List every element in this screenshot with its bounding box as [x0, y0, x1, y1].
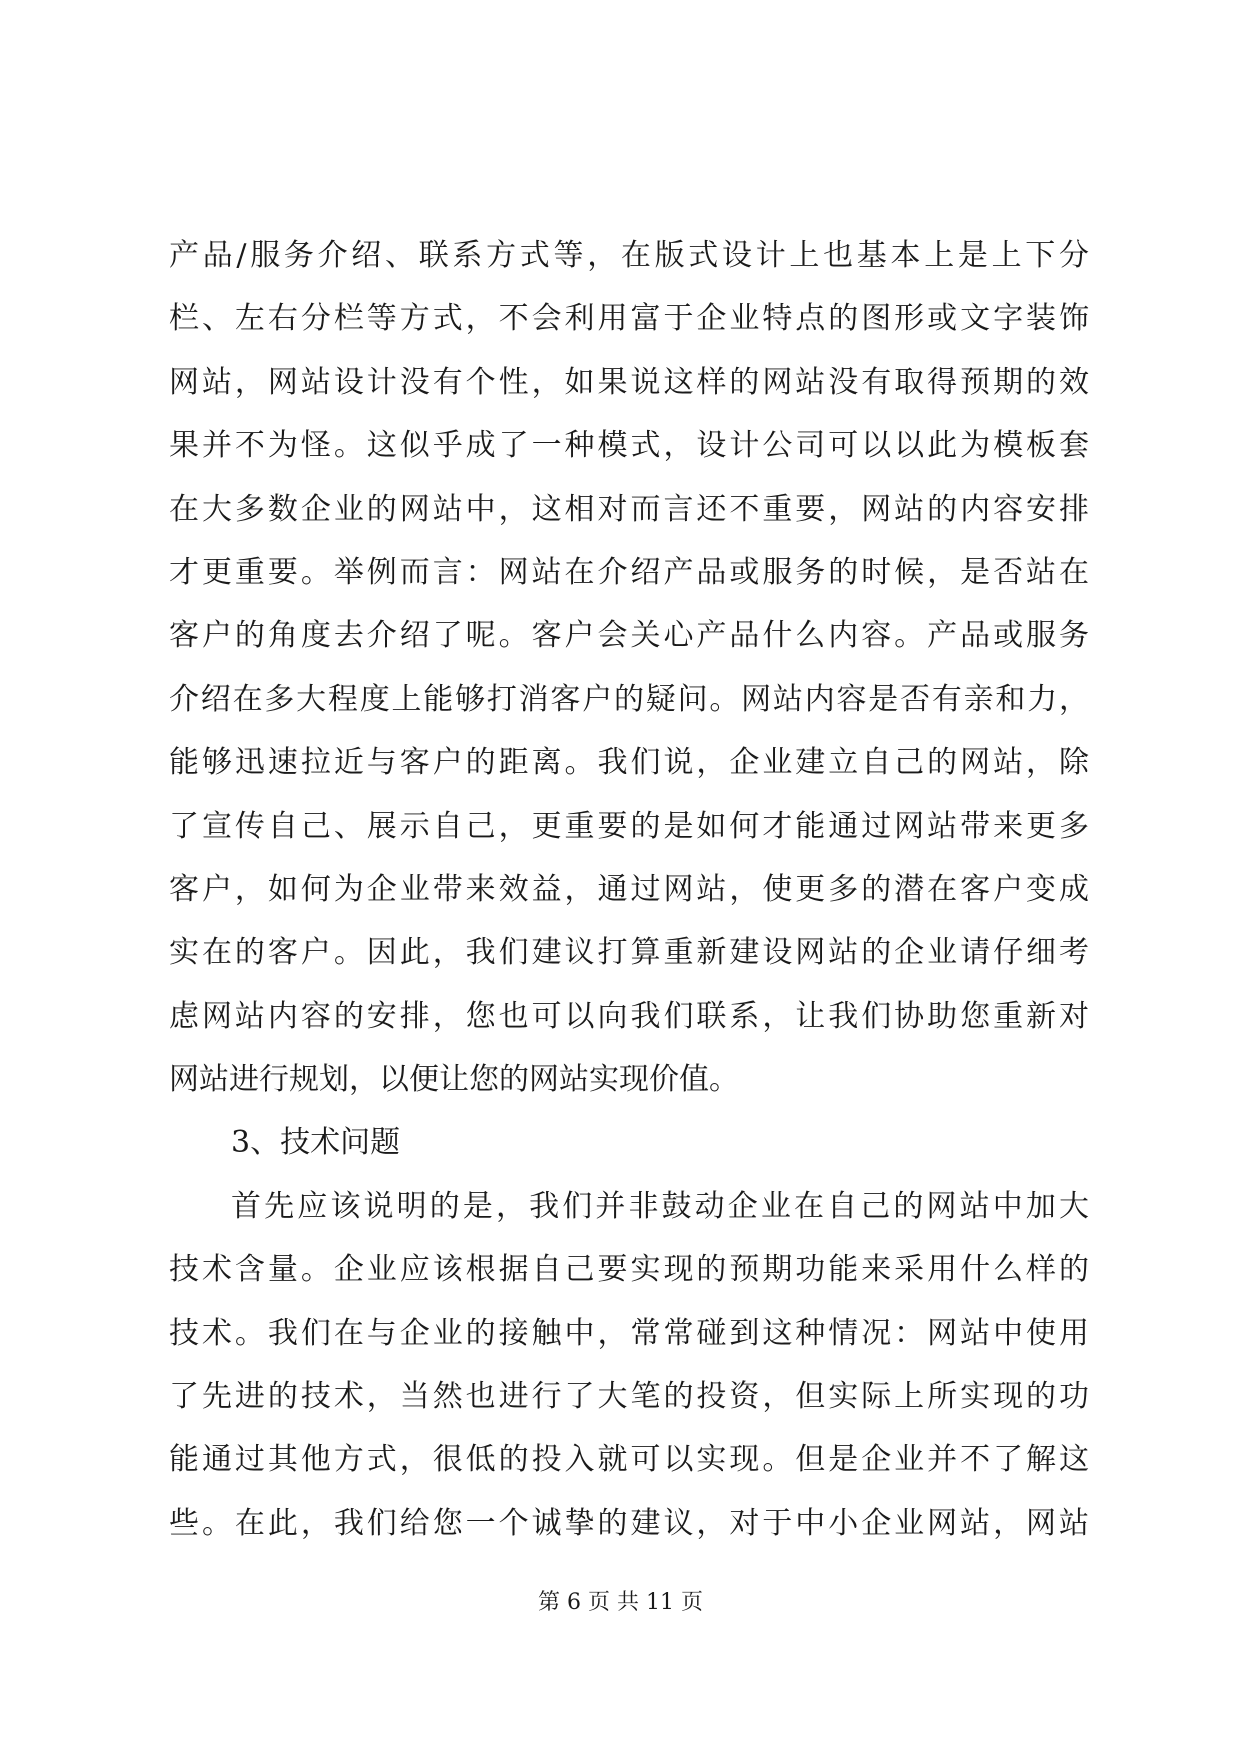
section-heading: 3、技术问题 — [231, 1125, 401, 1161]
paragraph-line: 些。在此，我们给您一个诚挚的建议，对于中小企业网站，网站 — [169, 1505, 1089, 1541]
paragraph-line: 栏、左右分栏等方式，不会利用富于企业特点的图形或文字装饰 — [169, 301, 1089, 337]
paragraph-line: 客户，如何为企业带来效益，通过网站，使更多的潜在客户变成 — [169, 871, 1089, 907]
paragraph-line: 虑网站内容的安排，您也可以向我们联系，让我们协助您重新对 — [169, 998, 1089, 1034]
paragraph-line: 果并不为怪。这似乎成了一种模式，设计公司可以以此为模板套 — [169, 428, 1089, 464]
paragraph-line: 技术含量。企业应该根据自己要实现的预期功能来采用什么样的 — [169, 1252, 1089, 1288]
paragraph-line: 能够迅速拉近与客户的距离。我们说，企业建立自己的网站，除 — [169, 745, 1089, 781]
paragraph-line: 技术。我们在与企业的接触中，常常碰到这种情况：网站中使用 — [169, 1315, 1089, 1351]
paragraph-line: 网站，网站设计没有个性，如果说这样的网站没有取得预期的效 — [169, 364, 1089, 400]
paragraph-line: 了宣传自己、展示自己，更重要的是如何才能通过网站带来更多 — [169, 808, 1089, 844]
paragraph-line: 首先应该说明的是，我们并非鼓动企业在自己的网站中加大 — [231, 1188, 1089, 1224]
paragraph-line: 了先进的技术，当然也进行了大笔的投资，但实际上所实现的功 — [169, 1379, 1089, 1415]
paragraph-line: 产品/服务介绍、联系方式等，在版式设计上也基本上是上下分 — [169, 238, 1089, 273]
paragraph-line: 网站进行规划，以便让您的网站实现价值。 — [169, 1062, 739, 1098]
paragraph-line: 能通过其他方式，很低的投入就可以实现。但是企业并不了解这 — [169, 1442, 1089, 1478]
page-number-footer: 第 6 页 共 11 页 — [538, 1590, 703, 1615]
paragraph-line: 客户的角度去介绍了呢。客户会关心产品什么内容。产品或服务 — [169, 618, 1089, 654]
body-text — [169, 224, 1089, 1555]
paragraph-line: 在大多数企业的网站中，这相对而言还不重要，网站的内容安排 — [169, 491, 1089, 527]
paragraph-line: 介绍在多大程度上能够打消客户的疑问。网站内容是否有亲和力， — [169, 681, 1089, 717]
paragraph-line: 才更重要。举例而言：网站在介绍产品或服务的时候，是否站在 — [169, 554, 1089, 590]
paragraph-line: 实在的客户。因此，我们建议打算重新建设网站的企业请仔细考 — [169, 935, 1089, 971]
